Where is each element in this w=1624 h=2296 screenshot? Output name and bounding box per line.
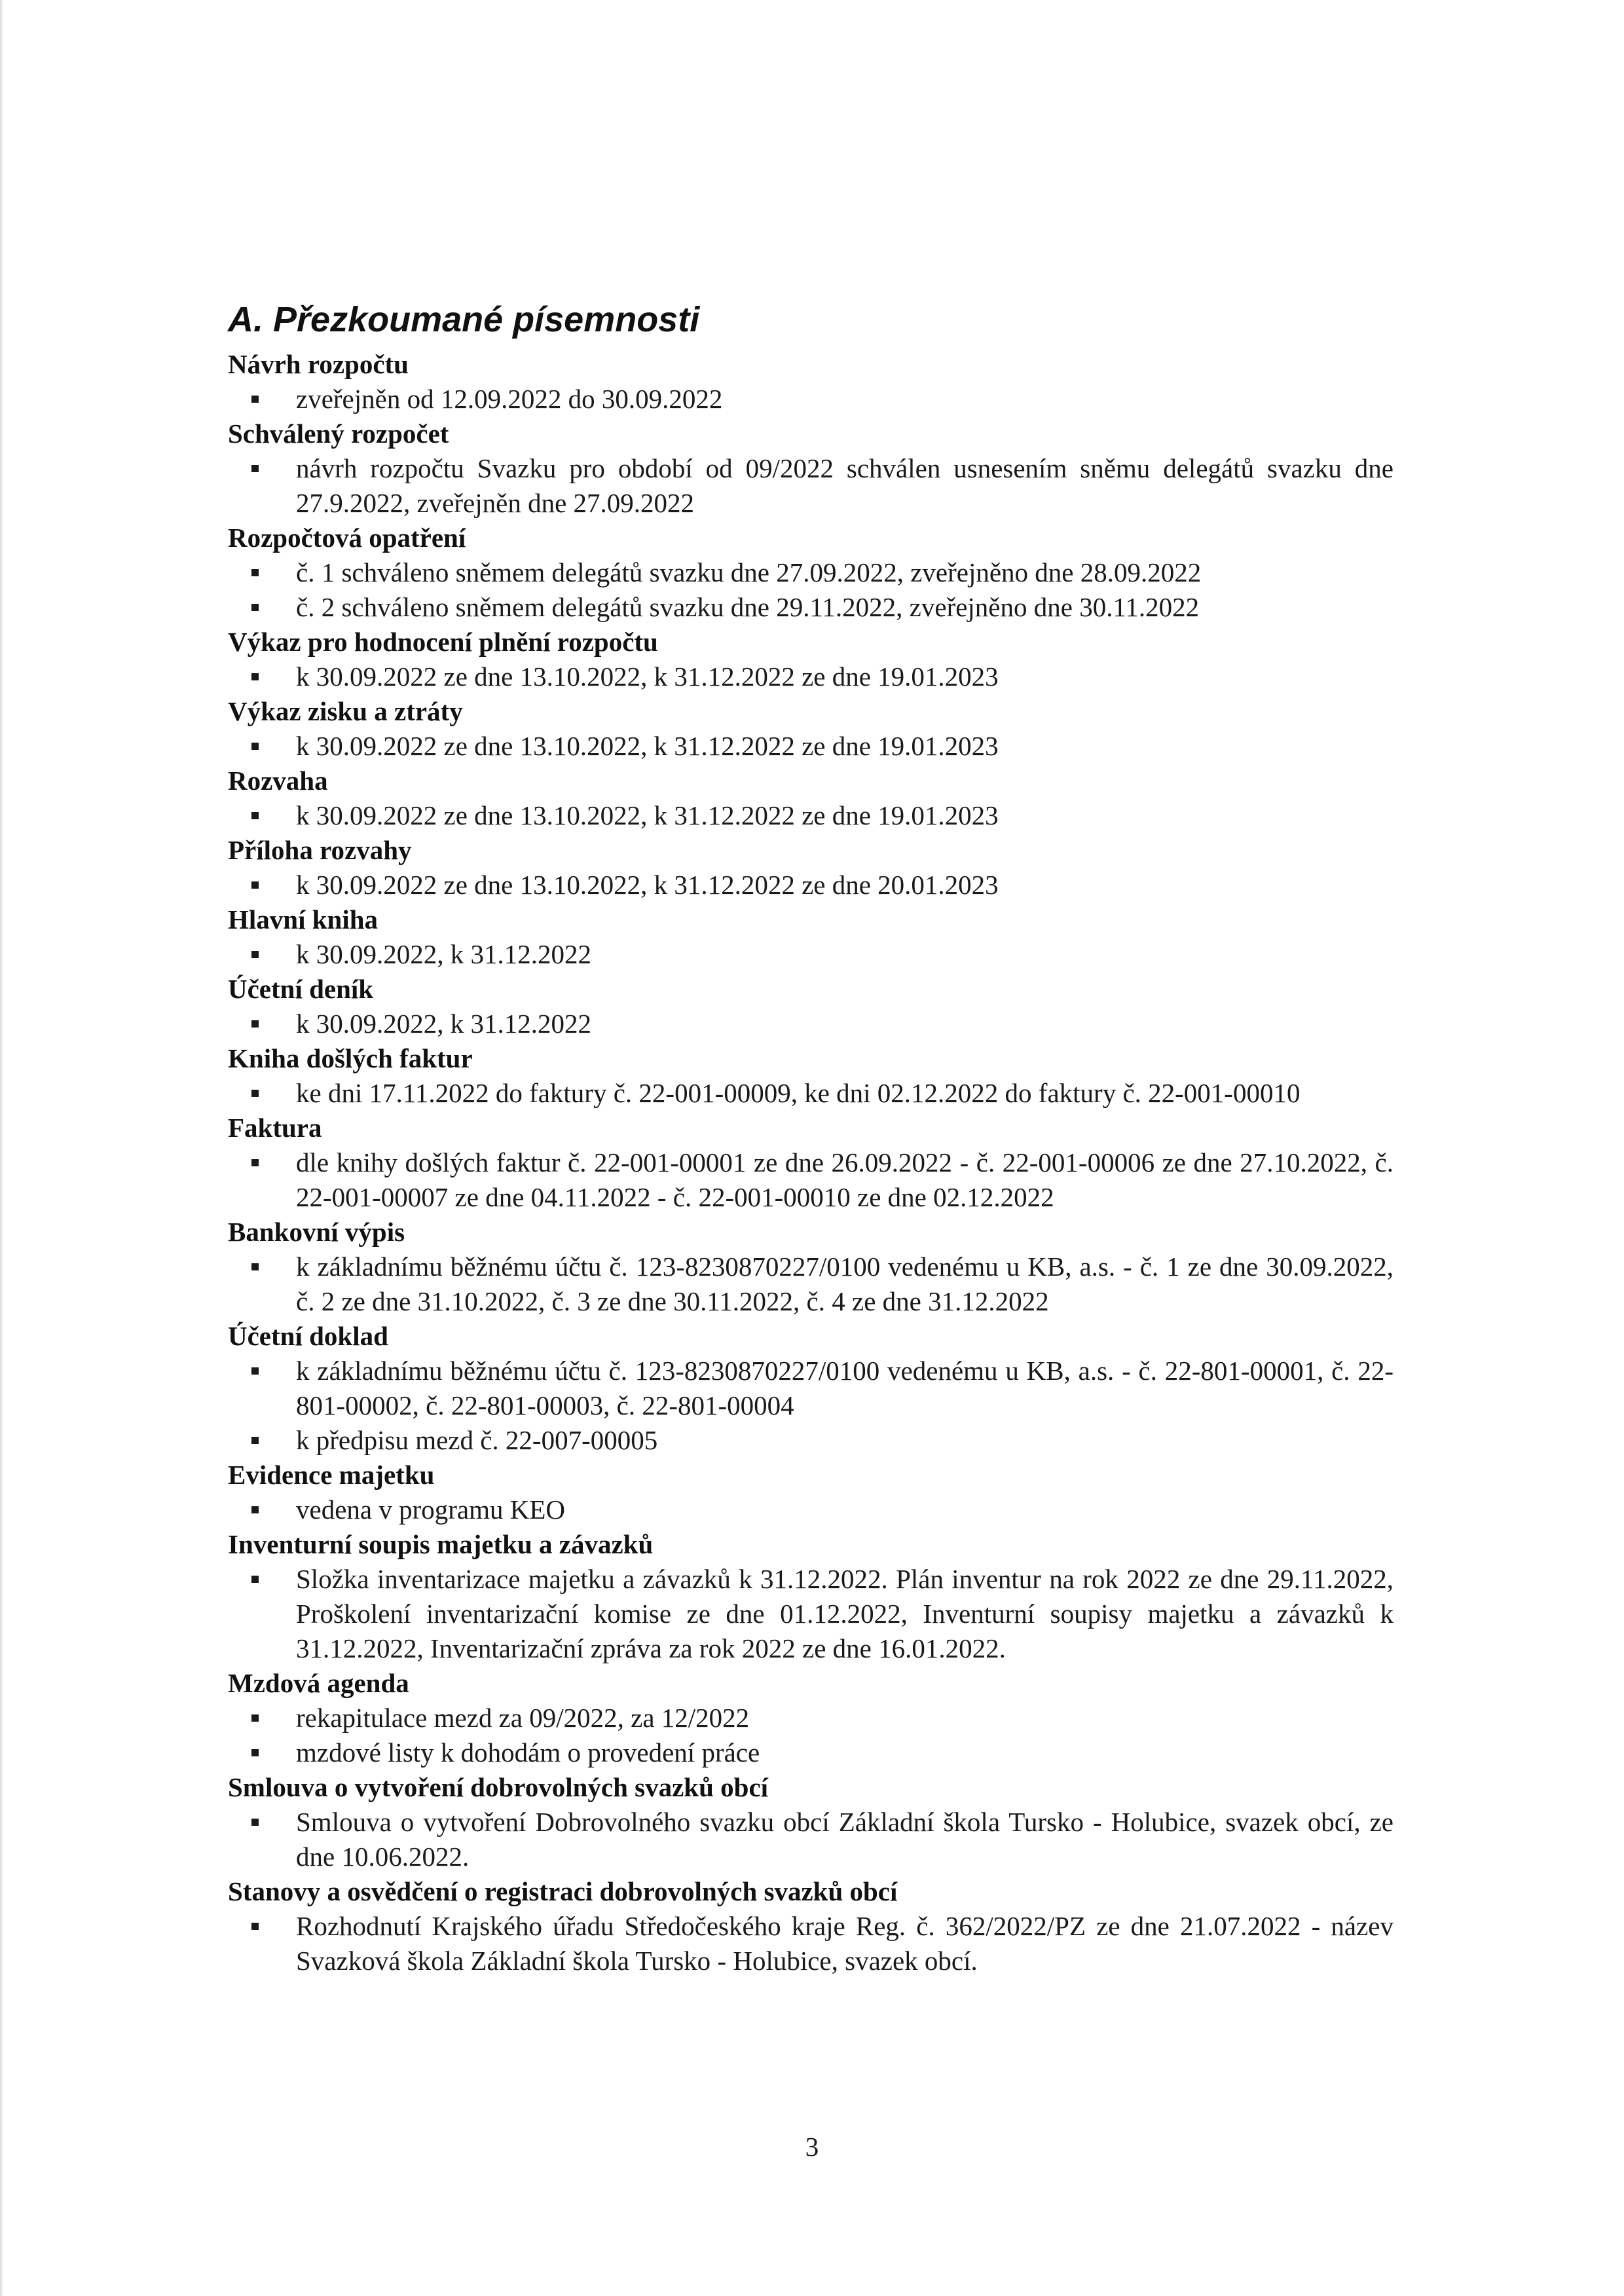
group-items	[228, 451, 1393, 521]
group-heading: Účetní doklad	[228, 1321, 388, 1351]
document-group	[228, 1111, 1393, 1215]
group-items	[228, 1007, 1393, 1041]
list-item: k 30.09.2022 ze dne 13.10.2022, k 31.12.2022 ze dne 20.01.2023	[228, 868, 1393, 902]
list-item: k 30.09.2022, k 31.12.2022	[228, 1007, 1393, 1041]
group-items	[228, 1250, 1393, 1319]
list-item: k 30.09.2022 ze dne 13.10.2022, k 31.12.2022 ze dne 19.01.2023	[228, 659, 1393, 694]
group-heading: Rozpočtová opatření	[228, 523, 466, 553]
list-item: vedena v programu KEO	[228, 1492, 1393, 1527]
group-items	[228, 937, 1393, 972]
list-item: rekapitulace mezd za 09/2022, za 12/2022	[228, 1701, 1393, 1735]
document-group	[228, 625, 1393, 694]
document-group	[228, 764, 1393, 833]
group-heading: Příloha rozvahy	[228, 835, 412, 865]
reviewed-documents-list	[228, 347, 1393, 1978]
list-item: k základnímu běžnému účtu č. 123-8230870227/0100 vedenému u KB, a.s. - č. 1 ze dne 30.09.2022, č. 2 ze dne 31.10.2022, č. 3 ze dne 30.11.2022, č. 4 ze dne 31.12.2022	[228, 1250, 1393, 1319]
section-title: A. Přezkoumané písemnosti	[228, 300, 700, 339]
page-number: 3	[805, 2132, 819, 2162]
document-group	[228, 1041, 1393, 1111]
group-heading: Evidence majetku	[228, 1460, 435, 1490]
group-items	[228, 1492, 1393, 1527]
list-item: Rozhodnutí Krajského úřadu Středočeského kraje Reg. č. 362/2022/PZ ze dne 21.07.2022 - název Svazková škola Základní škola Tursko - Holubice, svazek obcí.	[228, 1909, 1393, 1978]
list-item: k 30.09.2022 ze dne 13.10.2022, k 31.12.2022 ze dne 19.01.2023	[228, 729, 1393, 764]
group-heading: Stanovy a osvědčení o registraci dobrovolných svazků obcí	[228, 1876, 898, 1906]
document-group	[228, 1319, 1393, 1458]
group-items	[228, 1805, 1393, 1874]
document-body	[228, 296, 1393, 1978]
group-items	[228, 1145, 1393, 1215]
document-group	[228, 902, 1393, 972]
group-items	[228, 1076, 1393, 1111]
list-item: návrh rozpočtu Svazku pro období od 09/2022 schválen usnesením sněmu delegátů svazku dne 27.9.2022, zveřejněn dne 27.09.2022	[228, 451, 1393, 521]
group-items	[228, 868, 1393, 902]
group-heading: Návrh rozpočtu	[228, 349, 409, 379]
document-group	[228, 972, 1393, 1041]
document-group	[228, 1666, 1393, 1770]
document-group	[228, 347, 1393, 417]
document-group	[228, 1527, 1393, 1666]
group-items	[228, 1562, 1393, 1666]
group-items	[228, 1354, 1393, 1458]
group-heading: Faktura	[228, 1113, 322, 1143]
group-items	[228, 555, 1393, 625]
group-heading: Smlouva o vytvoření dobrovolných svazků obcí	[228, 1772, 769, 1802]
list-item: Smlouva o vytvoření Dobrovolného svazku obcí Základní škola Tursko - Holubice, svazek obcí, ze dne 10.06.2022.	[228, 1805, 1393, 1874]
group-items	[228, 382, 1393, 417]
scan-edge	[0, 0, 4, 2296]
list-item: k 30.09.2022, k 31.12.2022	[228, 937, 1393, 972]
group-heading: Schválený rozpočet	[228, 418, 449, 449]
group-heading: Rozvaha	[228, 766, 328, 796]
document-group	[228, 1874, 1393, 1978]
document-group	[228, 694, 1393, 764]
document-group	[228, 1215, 1393, 1319]
list-item: dle knihy došlých faktur č. 22-001-00001 ze dne 26.09.2022 - č. 22-001-00006 ze dne 27.10.2022, č. 22-001-00007 ze dne 04.11.2022 - č. 22-001-00010 ze dne 02.12.2022	[228, 1145, 1393, 1215]
group-heading: Výkaz pro hodnocení plnění rozpočtu	[228, 627, 658, 657]
group-heading: Inventurní soupis majetku a závazků	[228, 1529, 654, 1559]
group-heading: Mzdová agenda	[228, 1668, 409, 1698]
list-item: zveřejněn od 12.09.2022 do 30.09.2022	[228, 382, 1393, 417]
document-group	[228, 1770, 1393, 1874]
group-items	[228, 1701, 1393, 1770]
list-item: č. 1 schváleno sněmem delegátů svazku dne 27.09.2022, zveřejněno dne 28.09.2022	[228, 555, 1393, 590]
list-item: k předpisu mezd č. 22-007-00005	[228, 1423, 1393, 1458]
document-group	[228, 521, 1393, 625]
list-item: č. 2 schváleno sněmem delegátů svazku dne 29.11.2022, zveřejněno dne 30.11.2022	[228, 590, 1393, 625]
group-heading: Kniha došlých faktur	[228, 1043, 473, 1073]
group-heading: Hlavní kniha	[228, 904, 378, 935]
document-group	[228, 833, 1393, 902]
document-group	[228, 1458, 1393, 1527]
list-item: Složka inventarizace majetku a závazků k 31.12.2022. Plán inventur na rok 2022 ze dne 29.11.2022, Proškolení inventarizační komise ze dne 01.12.2022, Inventurní soupisy majetku a závazků k 31.12.2022, Inventarizační zpráva za rok 2022 ze dne 16.01.2022.	[228, 1562, 1393, 1666]
list-item: k 30.09.2022 ze dne 13.10.2022, k 31.12.2022 ze dne 19.01.2023	[228, 798, 1393, 833]
group-items	[228, 798, 1393, 833]
group-heading: Bankovní výpis	[228, 1217, 405, 1247]
list-item: ke dni 17.11.2022 do faktury č. 22-001-00009, ke dni 02.12.2022 do faktury č. 22-001-00010	[228, 1076, 1393, 1111]
group-heading: Výkaz zisku a ztráty	[228, 696, 463, 726]
document-group	[228, 417, 1393, 521]
group-items	[228, 1909, 1393, 1978]
list-item: k základnímu běžnému účtu č. 123-8230870227/0100 vedenému u KB, a.s. - č. 22-801-00001, č. 22-801-00002, č. 22-801-00003, č. 22-801-00004	[228, 1354, 1393, 1423]
group-items	[228, 659, 1393, 694]
list-item: mzdové listy k dohodám o provedení práce	[228, 1735, 1393, 1770]
group-heading: Účetní deník	[228, 974, 374, 1004]
group-items	[228, 729, 1393, 764]
